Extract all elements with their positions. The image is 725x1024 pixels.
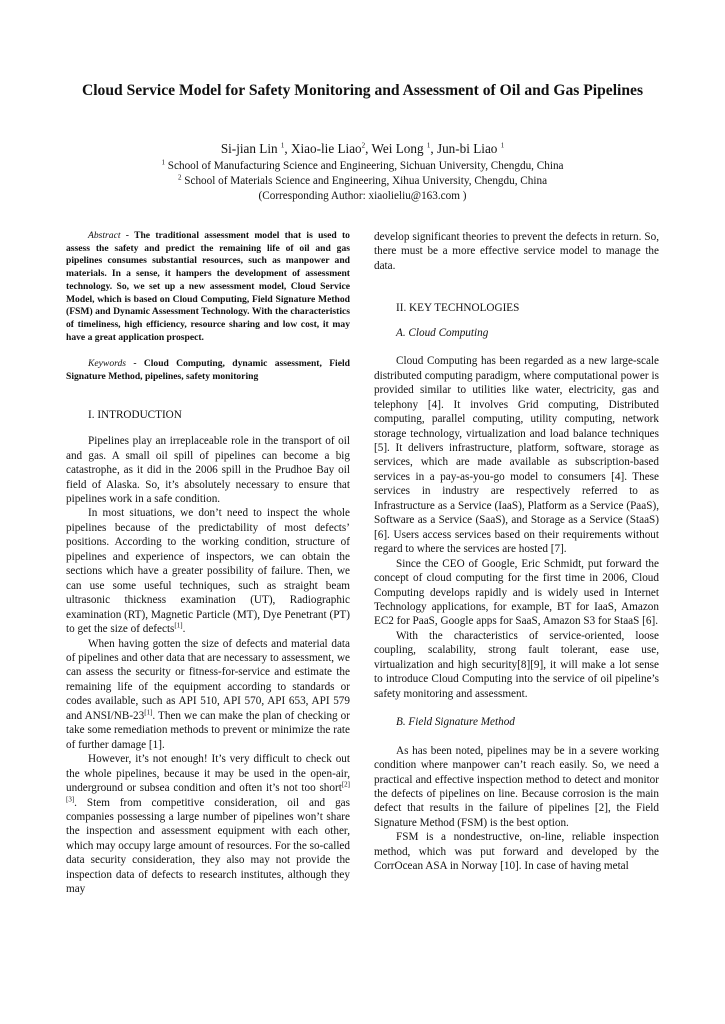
abstract-text: - The traditional assessment model that is used to assess the safety and predict the remaining life of oil and gas pipelines consumes substantial resources, such as manpower and materials. In a sense, it hampers the development of assessment technology. So, we set up a new assessment model, Cloud Service Model, which is based on Cloud Computing, Field Signature Method (FSM) and Dynamic Assessment Technology. With the characteristics of timeliness, high efficiency, resource sharing and low cost, it may have a great application prospect. — [66, 230, 350, 343]
author-name: Si-jian Lin — [220, 141, 278, 156]
continuation-paragraph: develop significant theories to prevent the defects in return. So, there must be a more effective service model to manage the data. — [374, 231, 659, 272]
cloud-paragraph: Cloud Computing has been regarded as a new large-scale distributed computing paradigm, where computational power is provided similar to utilities like water, electricity, gas and telephony [4]. It involves Grid computing, Distributed computing, parallel computing, utility computing, network storage technology, virtualization and load balance techniques [5]. It delivers infrastructure, platform, software, storage as services, which are made available as subscription-based services in a pay-as-you-go model to consumers [4]. These services in industry are respectively referred to as Infrastructure as a Service (IaaS), Platform as a Service (PaaS), Software as a Service (SaaS), and Storage as a Service (StaaS) [6]. Users access services based on their requirements without regard to where the services are hosted [7]. — [374, 355, 659, 556]
abstract — [66, 230, 350, 344]
fsm-paragraph: As has been noted, pipelines may be in a severe working condition where manpower can’t reach easily. So, we need a practical and effective inspection method to detect and monitor the defects of pipelines on line. Because corrosion is the main defect that results in the failure of pipelines [2], the Field Signature Method (FSM) is the best option. — [374, 744, 659, 829]
author-name: Xiao-lie Liao — [290, 141, 362, 156]
author-list: Si-jian Lin $^1$, Xiao-lie Liao$^2$, Wei Long $^1$, Jun-bi Liao $^1$ — [220, 141, 505, 156]
author-affil-mark: 1 — [280, 141, 285, 150]
author-name: Jun-bi Liao — [436, 141, 498, 156]
cloud-paragraph: Since the CEO of Google, Eric Schmidt, put forward the concept of cloud computing for the first time in 2006, Cloud Computing develops rapidly and is widely used in Internet Technology applications, for example, BT for IaaS, Amazon EC2 for PaaS, Google apps for SaaS, Amazon S3 for StaaS [6]. — [374, 557, 659, 628]
citation: [2][3] — [66, 780, 350, 803]
affiliation — [40, 159, 685, 174]
section-heading-introduction: I. INTRODUCTION — [88, 408, 182, 421]
intro-paragraph — [66, 637, 350, 753]
affiliation-text: School of Materials Science and Engineering, Xihua University, Chengdu, China — [184, 175, 548, 187]
cloud-paragraph: With the characteristics of service-oriented, loose coupling, scalability, strong fault tolerant, ease use, virtualization and high security[8][9], it will make a lot sense to introduce Cloud Computing into the service of oil pipeline’s safety monitoring and assessment. — [374, 629, 659, 700]
author-name: Wei Long — [371, 141, 424, 156]
author-affil-mark: 1 — [426, 141, 431, 150]
author-affil-mark: 2 — [361, 141, 366, 150]
keywords — [66, 358, 350, 383]
paper-title: Cloud Service Model for Safety Monitoring and Assessment of Oil and Gas Pipelines — [81, 82, 644, 99]
paragraph-tail: . Then we can make the plan of checking or take some remediation methods to prevent or minimize the rate of further damage [1]. — [66, 709, 350, 751]
subsection-heading-fsm: B. Field Signature Method — [396, 716, 515, 729]
affiliation — [40, 174, 685, 189]
paragraph-text: However, it’s not enough! It’s very difficult to check out the whole pipelines, because it may be used in the open-air, underground or subsea condition and often it’s not too short — [66, 753, 350, 795]
keywords-text: - Cloud Computing, dynamic assessment, Field Signature Method, pipelines, safety monitoring — [66, 358, 350, 383]
keywords-label: Keywords — [88, 358, 127, 370]
fsm-paragraph: FSM is a nondestructive, on-line, reliable inspection method, which was put forward and developed by the CorrOcean ASA in Norway [10]. In case of having metal — [374, 831, 659, 873]
left-column — [66, 230, 350, 897]
right-column — [374, 230, 659, 874]
subsection-heading-cloud-computing: A. Cloud Computing — [396, 326, 489, 339]
paragraph-tail: . Stem from competitive consideration, oil and gas companies possessing a large number of pipelines won’t share the inspection and assessment equipment with each other, which may occupy large amount of resources. For the so-called data security consideration, they also may not provide the inspection data of defects to research institutes, although they may — [66, 796, 350, 896]
intro-paragraph — [66, 752, 350, 897]
section-heading-key-technologies: II. KEY TECHNOLOGIES — [396, 302, 520, 315]
paragraph-tail: . — [182, 623, 186, 636]
affil-mark: 2 — [177, 173, 182, 182]
paragraph-text: When having gotten the size of defects and material data of pipelines and other data that are necessary to assessment, we can assess the security or fitness-for-service and estimate the remaining life of the equipment according to standards or codes available, such as API 510, API 570, API 653, API 579 and ANSI/NB-23 — [66, 637, 350, 722]
paragraph-text: In most situations, we don’t need to inspect the whole pipelines because of the predictability of most defects’ positions. According to the working condition, structure of pipelines and experience of inspectors, we can obtain the sections which have a greater possibility of failure. Then, we can use some useful techniques, such as straight beam ultrasonic thickness examination (UT), Radiographic examination (RT), Magnetic Particle (MT), Dye Penetrant (PT) to get the size of defects — [66, 507, 350, 636]
citation: [1] — [144, 708, 153, 717]
intro-paragraph: Pipelines play an irreplaceable role in the transport of oil and gas. A small oil spill of pipelines can become a big catastrophe, as it did in the 2006 spill in the Prudhoe Bay oil field of Alaska. So, it’s absolutely necessary to ensure that pipelines work in a safe condition. — [66, 435, 350, 505]
corresponding-author: (Corresponding Author: xiaolieliu@163.com ) — [258, 190, 467, 202]
abstract-label: Abstract — [88, 230, 121, 241]
affiliation-text: School of Manufacturing Science and Engineering, Sichuan University, Chengdu, China — [167, 160, 564, 172]
affil-mark: 1 — [161, 158, 165, 167]
intro-paragraph — [66, 506, 350, 636]
citation: [1] — [174, 621, 183, 630]
author-affil-mark: 1 — [500, 141, 505, 150]
